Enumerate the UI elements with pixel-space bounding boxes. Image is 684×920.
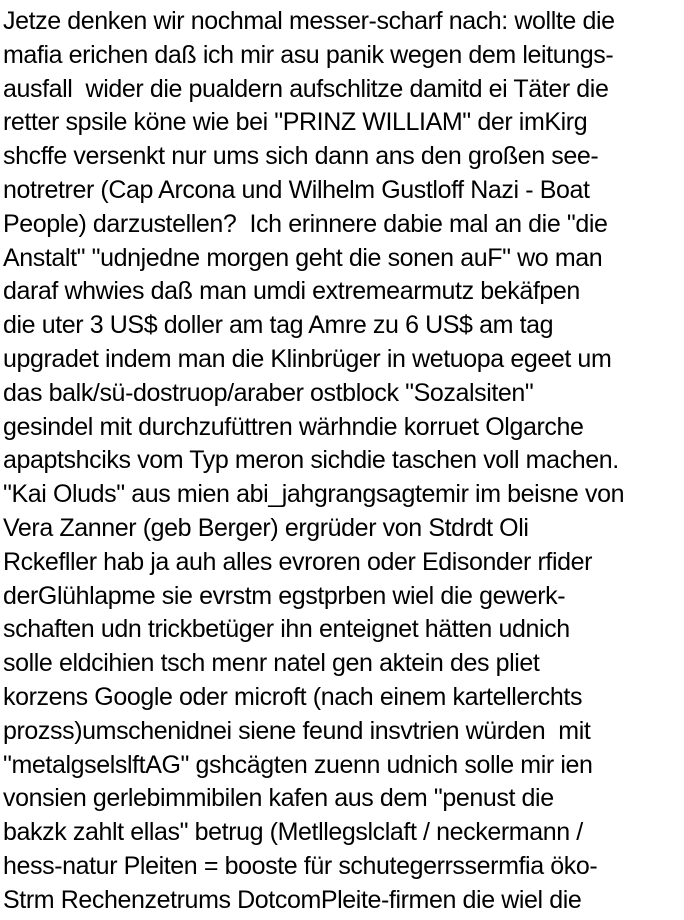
text-line: Anstalt" "udnjedne morgen geht die sonen auF" wo man <box>3 243 603 272</box>
text-line: upgradet indem man die Klinbrüger in wetuopa egeet um <box>3 344 612 373</box>
text-line: "Kai Oluds" aus mien abi_jahgrangsagtemir im beisne von <box>3 480 625 509</box>
text-line: hess-natur Pleiten = booste für schutegerrssermfia öko- <box>3 851 598 880</box>
text-line: das balk/sü-dostruop/araber ostblock "Sozalsiten" <box>3 378 534 407</box>
text-line: Vera Zanner (geb Berger) ergrüder von Stdrdt Oli <box>3 513 529 542</box>
text-line: notretrer (Cap Arcona und Wilhelm Gustloff Nazi - Boat <box>3 175 590 204</box>
text-line: People) darzustellen? Ich erinnere dabie mal an die "die <box>3 209 608 238</box>
text-line: Jetze denken wir nochmal messer-scharf nach: wollte die <box>3 7 615 35</box>
text-line: Strm Rechenzetrums DotcomPleite-firmen die wiel die <box>3 885 582 914</box>
text-line: schaften udn trickbetüger ihn enteignet hätten udnich <box>3 615 570 644</box>
text-line: bakzk zahlt ellas" betrug (Metllegslclaft / neckermann / <box>3 818 583 847</box>
text-line: shcffe versenkt nur ums sich dann ans den großen see- <box>3 142 599 171</box>
text-line: mafia erichen daß ich mir asu panik wegen dem leitungs- <box>3 40 614 69</box>
text-line: apaptshciks vom Typ meron sichdie taschen voll machen. <box>3 446 619 475</box>
text-line: die uter 3 US$ doller am tag Amre zu 6 US$ am tag <box>3 311 554 340</box>
text-line: korzens Google oder microft (nach einem kartellerchts <box>3 682 583 711</box>
text-line: Rckefller hab ja auh alles evroren oder Edisonder rfider <box>3 547 593 576</box>
text-line: vonsien gerlebimmibilen kafen aus dem "penust die <box>3 784 554 813</box>
text-line: gesindel mit durchzufüttren wärhndie korruet Olgarche <box>3 412 584 441</box>
text-line: daraf whwies daß man umdi extremearmutz bekäfpen <box>3 277 580 306</box>
text-line: derGlühlapme sie evrstm egstprben wiel die gewerk- <box>3 581 566 610</box>
text-line: retter spsile köne wie bei "PRINZ WILLIAM" der imKirg <box>3 108 588 137</box>
text-line: "metalgselslftAG" gshcägten zuenn udnich solle mir ien <box>3 750 593 779</box>
text-line: prozss)umschenidnei siene feund insvtrien würden mit <box>3 716 591 745</box>
text-line: ausfall wider die pualdern aufschlitze damitd ei Täter die <box>3 74 609 103</box>
text-line: solle eldcihien tsch menr natel gen aktein des pliet <box>3 649 540 678</box>
